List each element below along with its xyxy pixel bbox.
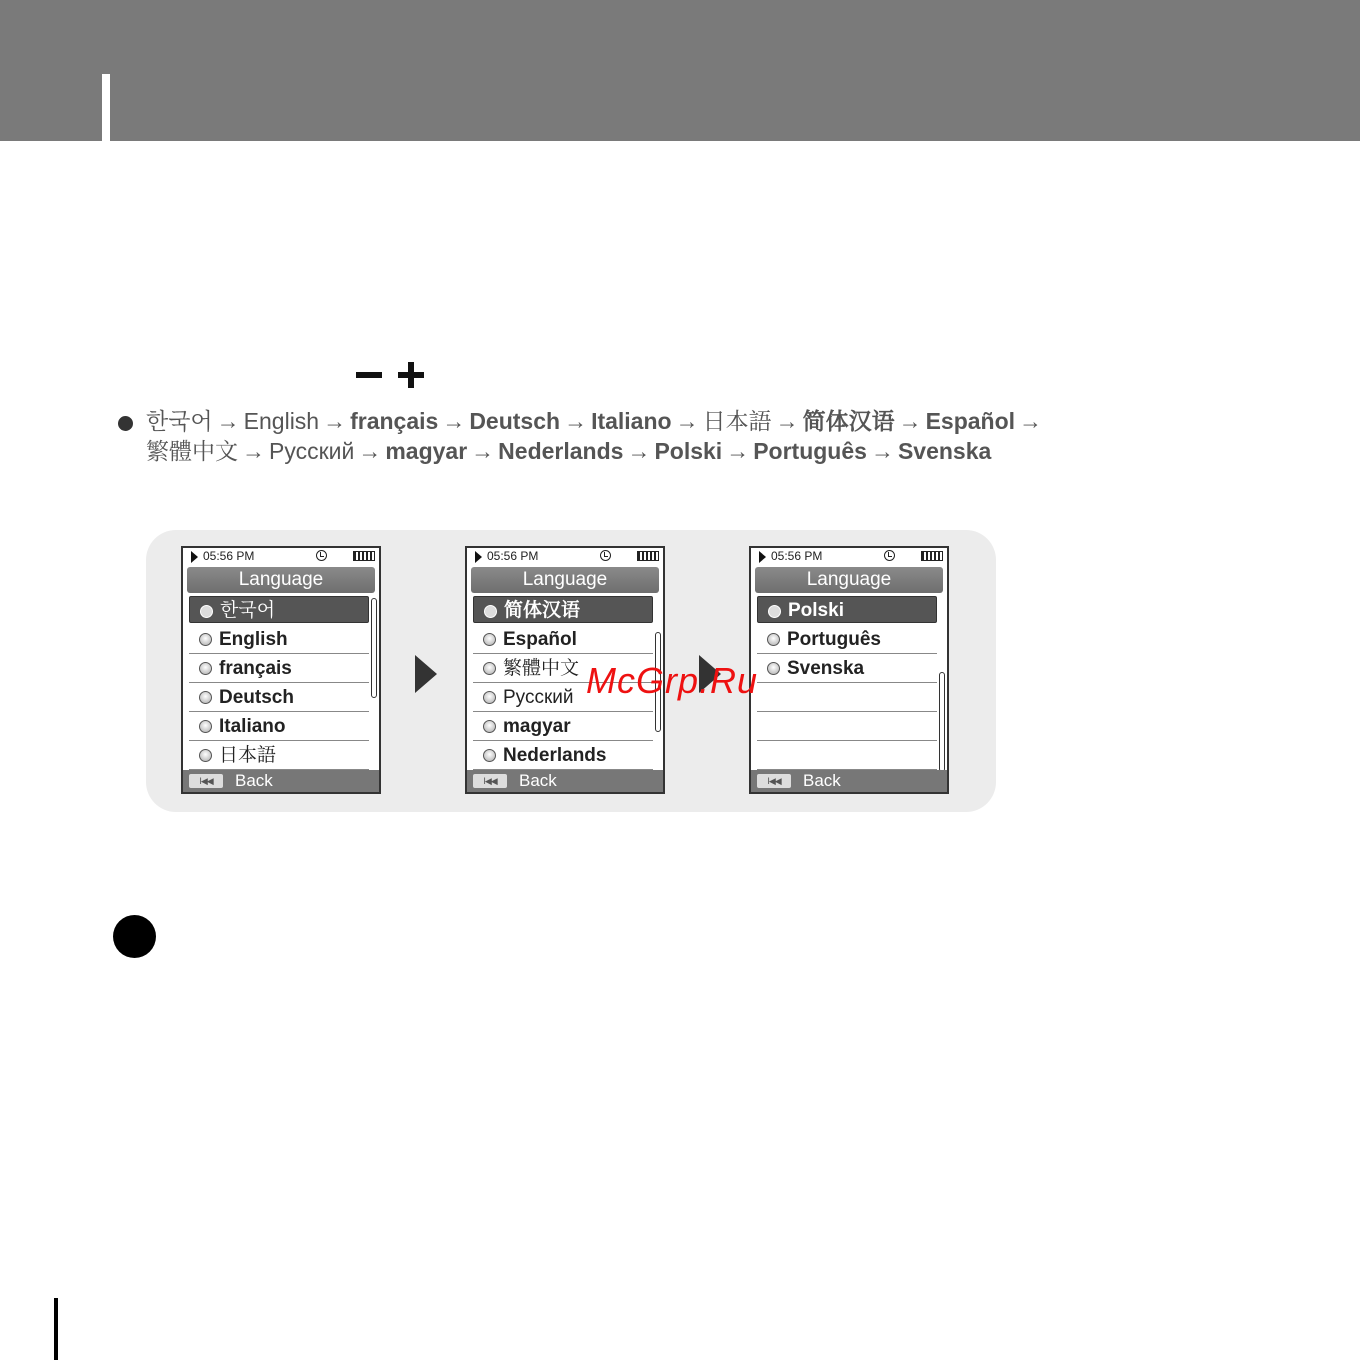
back-label: Back	[519, 771, 557, 790]
lang-item: Svenska	[897, 438, 992, 464]
list-item-label: Português	[787, 629, 881, 650]
status-bar	[751, 548, 947, 566]
arrow: →	[627, 438, 651, 464]
list-item-label: Nederlands	[503, 745, 607, 766]
list-item[interactable]	[757, 654, 937, 683]
lang-item: Deutsch	[469, 408, 561, 434]
list-item[interactable]	[473, 625, 653, 654]
list-item-label: Italiano	[219, 716, 286, 737]
list-item-label: 简体汉语	[504, 600, 581, 621]
list-item[interactable]	[189, 654, 369, 683]
screens-figure	[146, 530, 996, 812]
scrollbar-thumb[interactable]	[939, 672, 945, 772]
bullet-icon	[118, 416, 133, 431]
radio-icon	[199, 633, 212, 646]
arrow: →	[216, 408, 240, 434]
language-list	[189, 596, 369, 770]
radio-icon	[199, 720, 212, 733]
lang-item: 简体汉语	[802, 408, 895, 434]
lang-item: magyar	[385, 438, 468, 464]
list-item[interactable]	[189, 683, 369, 712]
lang-item: Polski	[654, 438, 723, 464]
arrow: →	[471, 438, 495, 464]
scrollbar[interactable]	[371, 596, 377, 766]
list-item-label: Polski	[788, 600, 844, 621]
radio-icon	[483, 633, 496, 646]
language-sequence-line-1	[146, 406, 1146, 436]
list-item-selected[interactable]	[757, 596, 937, 623]
list-item[interactable]	[473, 712, 653, 741]
radio-icon	[767, 662, 780, 675]
menu-title: Language	[755, 567, 943, 593]
list-item-label: 繁體中文	[503, 658, 580, 679]
list-item-label: English	[219, 629, 288, 650]
plus-icon	[398, 362, 424, 388]
language-list	[757, 596, 937, 770]
volume-buttons-illustration	[356, 362, 424, 388]
list-item-selected[interactable]	[189, 596, 369, 623]
language-sequence-line-2	[146, 436, 1146, 466]
clock-time: 05:56 PM	[771, 549, 823, 563]
arrow: →	[242, 438, 265, 464]
radio-icon	[768, 605, 781, 618]
lang-item: English	[243, 408, 320, 434]
minus-icon	[356, 372, 382, 378]
radio-icon	[200, 605, 213, 618]
next-step-arrow-icon	[415, 655, 437, 693]
status-bar	[183, 548, 379, 566]
back-bar[interactable]	[183, 770, 379, 792]
device-screen-1	[181, 546, 381, 794]
radio-icon	[483, 749, 496, 762]
lang-item: Nederlands	[498, 438, 624, 464]
rewind-key-icon: I◀◀	[473, 774, 507, 788]
header-tab-marker	[102, 74, 110, 141]
header-band	[0, 0, 1360, 141]
play-icon	[191, 551, 198, 563]
list-item[interactable]	[189, 741, 369, 770]
alarm-clock-icon	[884, 550, 895, 561]
radio-icon	[483, 662, 496, 675]
list-item-empty	[757, 683, 937, 712]
list-item-label: Español	[503, 629, 577, 650]
lang-item: 繁體中文	[146, 438, 238, 464]
list-item[interactable]	[757, 625, 937, 654]
list-item-label: 한국어	[220, 600, 276, 621]
back-label: Back	[803, 771, 841, 790]
play-icon	[759, 551, 766, 563]
alarm-clock-icon	[316, 550, 327, 561]
page-edge-rule	[54, 1298, 58, 1360]
lang-item: français	[350, 408, 439, 434]
arrow: →	[775, 408, 799, 434]
list-item-label: Русский	[503, 687, 574, 708]
menu-title: Language	[471, 567, 659, 593]
battery-icon	[921, 551, 943, 561]
back-label: Back	[235, 771, 273, 790]
list-item[interactable]	[189, 712, 369, 741]
arrow: →	[442, 408, 466, 434]
clock-time: 05:56 PM	[203, 549, 255, 563]
radio-icon	[199, 749, 212, 762]
list-item[interactable]	[473, 741, 653, 770]
lang-item: Português	[753, 438, 867, 464]
clock-time: 05:56 PM	[487, 549, 539, 563]
list-item-label: 日本語	[219, 745, 277, 766]
arrow: →	[1019, 408, 1043, 434]
back-bar[interactable]	[467, 770, 663, 792]
rewind-key-icon: I◀◀	[189, 774, 223, 788]
list-item-selected[interactable]	[473, 596, 653, 623]
note-marker-icon	[113, 915, 156, 958]
radio-icon	[484, 605, 497, 618]
language-sequence	[146, 406, 1146, 466]
battery-icon	[637, 551, 659, 561]
radio-icon	[199, 691, 212, 704]
device-screen-3	[749, 546, 949, 794]
back-bar[interactable]	[751, 770, 947, 792]
radio-icon	[483, 691, 496, 704]
watermark: McGrp.Ru	[586, 660, 759, 701]
arrow: →	[898, 408, 922, 434]
menu-title: Language	[187, 567, 375, 593]
lang-item: 日本語	[702, 408, 772, 434]
lang-item: Español	[925, 408, 1016, 434]
arrow: →	[564, 408, 588, 434]
lang-item: 한국어	[146, 408, 213, 434]
arrow: →	[870, 438, 894, 464]
list-item-label: Deutsch	[219, 687, 294, 708]
list-item-empty	[757, 741, 937, 770]
arrow: →	[726, 438, 750, 464]
radio-icon	[199, 662, 212, 675]
scrollbar-thumb[interactable]	[371, 598, 377, 698]
arrow: →	[358, 438, 382, 464]
battery-icon	[353, 551, 375, 561]
list-item-label: Svenska	[787, 658, 865, 679]
rewind-key-icon: I◀◀	[757, 774, 791, 788]
radio-icon	[767, 633, 780, 646]
scrollbar[interactable]	[939, 596, 945, 766]
list-item[interactable]	[189, 625, 369, 654]
list-item-label: magyar	[503, 716, 571, 737]
list-item-label: français	[219, 658, 292, 679]
play-icon	[475, 551, 482, 563]
arrow: →	[675, 408, 699, 434]
radio-icon	[483, 720, 496, 733]
alarm-clock-icon	[600, 550, 611, 561]
lang-item: Italiano	[591, 408, 672, 434]
arrow: →	[323, 408, 347, 434]
lang-item: Русский	[269, 438, 355, 464]
list-item-empty	[757, 712, 937, 741]
status-bar	[467, 548, 663, 566]
